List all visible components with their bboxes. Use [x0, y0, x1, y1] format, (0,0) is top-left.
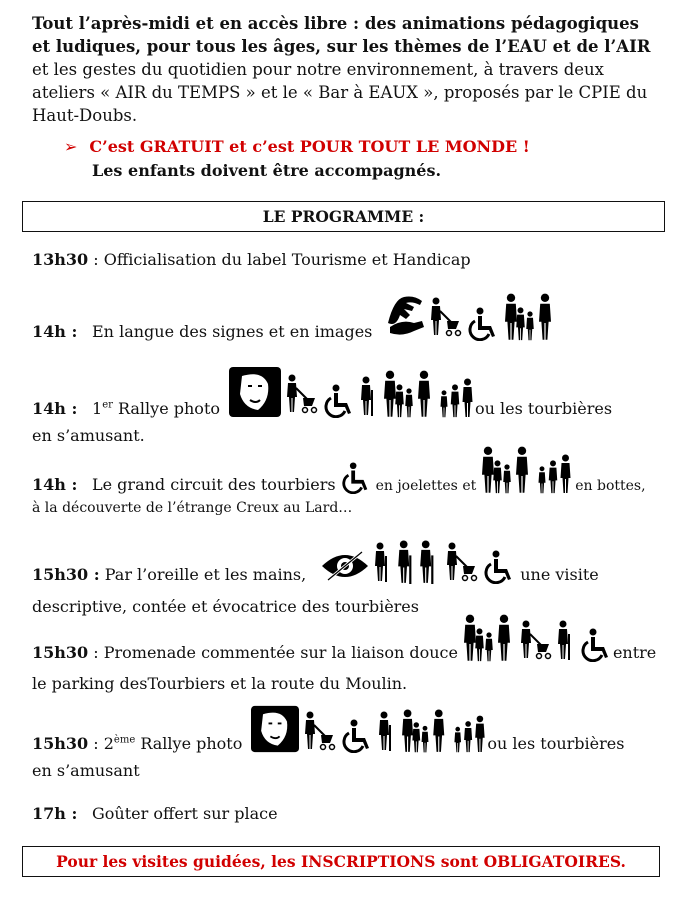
program-item-6: 15h30 : Promenade commentée sur la liaison douce entre [32, 614, 656, 662]
mental-disability-icon [228, 366, 282, 418]
item-after-text: ou les tourbières [475, 399, 613, 418]
mental-disability-icon [250, 705, 300, 753]
item-after-text: entre [612, 643, 657, 662]
accessibility-icons [320, 540, 516, 584]
accessibility-icons [462, 614, 613, 662]
free-notice-line2: Les enfants doivent être accompagnés. [92, 161, 442, 180]
children-walking-icon [537, 454, 573, 494]
intro-paragraph [32, 12, 652, 127]
children-walking-icon [439, 378, 475, 418]
program-item-3: 14h : 1er Rallye photo ou les tourbières [32, 366, 612, 418]
cane-walker-icon [377, 709, 397, 753]
family-icon [480, 446, 534, 494]
family-icon [400, 709, 450, 753]
stroller-icon [285, 370, 319, 418]
stroller-icon [429, 293, 463, 341]
item-text: En langue des signes et en images [92, 322, 373, 341]
program-item-8 [32, 804, 278, 823]
wheelchair-icon [579, 628, 613, 662]
item-text: Promenade commentée sur la liaison douce [103, 643, 458, 662]
wheelchair-icon [466, 307, 500, 341]
visual-impairment-icon [320, 548, 370, 584]
free-notice [64, 135, 530, 183]
stroller-icon [445, 540, 479, 584]
item-after-text: en bottes, [575, 478, 646, 494]
program-item-2 [32, 293, 557, 341]
family-icon [503, 293, 557, 341]
item-time: 17h : [32, 804, 78, 823]
program-item-4: 14h : Le grand circuit des tourbiers en joelettes et en bottes, [32, 446, 646, 494]
program-item-7: 15h30 : 2ème Rallye photo ou les tourbières [32, 705, 624, 753]
item-after-text: ou les tourbières [487, 734, 625, 753]
item-time: 13h30 [32, 250, 89, 269]
wheelchair-icon [482, 550, 516, 584]
item-continuation: descriptive, contée et évocatrice des tourbières [32, 597, 419, 616]
item-text: Par l’oreille et les mains, [99, 565, 307, 584]
intro-bold-text: Tout l’après-midi et en accès libre : des animations pédagogiques et ludiques, pour tous les âges, sur les thèmes de l’EAU et de l’AIR [32, 14, 651, 56]
item-time: 15h30 [32, 643, 89, 662]
stroller-icon [519, 618, 553, 662]
item-time: 15h30 [32, 734, 89, 753]
accessibility-icons [340, 462, 372, 494]
arrow-bullet-icon: ➢ [64, 137, 78, 156]
item-time: 14h : [32, 322, 78, 341]
registration-notice: Pour les visites guidées, les INSCRIPTIONS sont OBLIGATOIRES. [22, 846, 660, 877]
program-item-1: 13h30 : Officialisation du label Tourisme et Handicap [32, 250, 471, 269]
item-continuation: à la découverte de l’étrange Creux au Lard… [32, 500, 353, 516]
item-continuation: en s’amusant [32, 761, 140, 780]
elderly-couple-icon [396, 540, 442, 584]
wheelchair-icon [340, 719, 374, 753]
family-icon [462, 614, 516, 662]
accessibility-icons [250, 705, 487, 753]
accessibility-icons [228, 366, 475, 418]
wheelchair-icon [322, 384, 356, 418]
item-text: Goûter offert sur place [92, 804, 278, 823]
family-icon [382, 370, 436, 418]
item-time: 15h30 : [32, 565, 100, 584]
item-continuation: le parking desTourbiers et la route du Moulin. [32, 674, 408, 693]
sign-language-icon [384, 293, 426, 341]
cane-walker-icon [359, 374, 379, 418]
item-text: Rallye photo [135, 734, 243, 753]
item-time: 14h : [32, 475, 78, 494]
item-continuation: en s’amusant. [32, 426, 145, 445]
stroller-icon [303, 709, 337, 753]
item-time: 14h : [32, 399, 78, 418]
intro-rest-text: et les gestes du quotidien pour notre environnement, à travers deux ateliers « AIR du TEMPS » et le « Bar à EAUX », proposés par le CPIE du Haut-Doubs. [32, 60, 648, 125]
cane-walker-icon [556, 618, 576, 662]
item-after-text: une visite [520, 565, 599, 584]
programme-title: LE PROGRAMME : [22, 201, 665, 232]
children-walking-icon [453, 715, 487, 753]
wheelchair-icon [340, 462, 372, 494]
item-text: Officialisation du label Tourisme et Handicap [103, 250, 471, 269]
accessibility-icons [384, 293, 557, 341]
cane-walker-icon [373, 540, 393, 584]
item-text: Le grand circuit des tourbiers [92, 475, 336, 494]
item-text: Rallye photo [112, 399, 220, 418]
accessibility-icons [480, 446, 573, 494]
free-notice-line1: C’est GRATUIT et c’est POUR TOUT LE MONDE ! [89, 137, 530, 156]
program-item-5 [32, 540, 599, 584]
